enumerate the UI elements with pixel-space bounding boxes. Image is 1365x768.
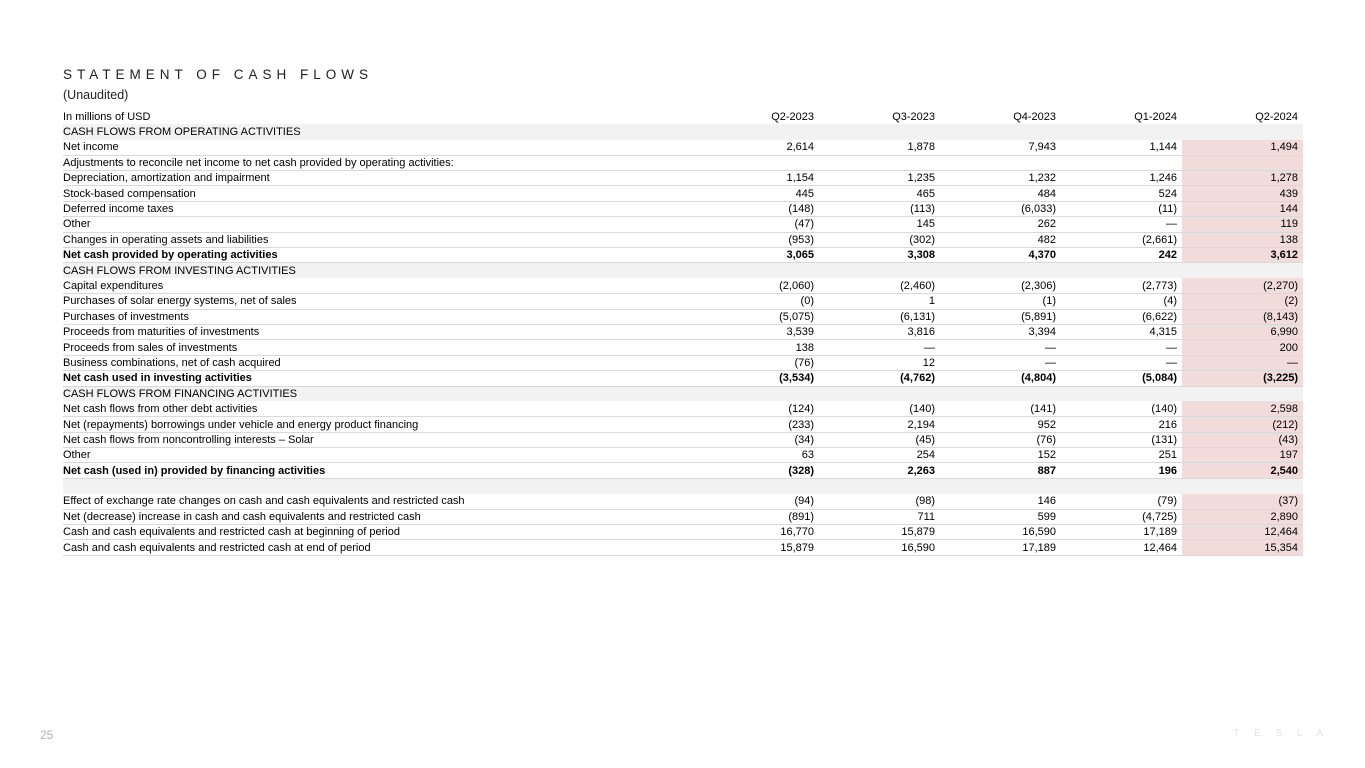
row-label: Cash and cash equivalents and restricted cash at end of period bbox=[63, 540, 698, 555]
cell-value: 1,235 bbox=[819, 171, 940, 186]
cell-value: (233) bbox=[698, 417, 819, 432]
cell-value: (113) bbox=[819, 201, 940, 216]
cell-value: 465 bbox=[819, 186, 940, 201]
table-row bbox=[63, 294, 1303, 309]
cell-value: 119 bbox=[1182, 217, 1303, 232]
cell-value: (79) bbox=[1061, 494, 1182, 509]
cell-value: 15,354 bbox=[1182, 540, 1303, 555]
row-label: Other bbox=[63, 448, 698, 463]
table-header-row bbox=[63, 109, 1303, 124]
cell-value: 2,263 bbox=[819, 463, 940, 478]
cell-value: 711 bbox=[819, 509, 940, 524]
cell-value: 254 bbox=[819, 448, 940, 463]
row-label: Capital expenditures bbox=[63, 278, 698, 293]
column-header: Q1-2024 bbox=[1134, 110, 1177, 123]
table-row bbox=[63, 417, 1303, 432]
cell-value: (140) bbox=[1061, 401, 1182, 416]
cell-value: — bbox=[1061, 355, 1182, 370]
cell-value: (891) bbox=[698, 509, 819, 524]
table-row bbox=[63, 186, 1303, 201]
cell-value: 262 bbox=[940, 217, 1061, 232]
cell-value: 1,278 bbox=[1182, 171, 1303, 186]
cell-value: (328) bbox=[698, 463, 819, 478]
cell-value: (6,033) bbox=[940, 201, 1061, 216]
table-row bbox=[63, 525, 1303, 540]
table-body bbox=[63, 124, 1303, 555]
cell-value bbox=[698, 155, 819, 170]
cell-value: (4) bbox=[1061, 294, 1182, 309]
cell-value: (98) bbox=[819, 494, 940, 509]
section-header: CASH FLOWS FROM OPERATING ACTIVITIES bbox=[63, 124, 1303, 139]
cell-value: (5,891) bbox=[940, 309, 1061, 324]
cell-value: 1,154 bbox=[698, 171, 819, 186]
table-row bbox=[63, 540, 1303, 555]
cell-value: 3,612 bbox=[1182, 248, 1303, 263]
cell-value: 16,770 bbox=[698, 525, 819, 540]
cell-value: 1,878 bbox=[819, 140, 940, 155]
cell-value: 7,943 bbox=[940, 140, 1061, 155]
tesla-logo: T E S L A bbox=[1233, 728, 1329, 739]
section-header: CASH FLOWS FROM INVESTING ACTIVITIES bbox=[63, 263, 1303, 278]
cell-value: (4,725) bbox=[1061, 509, 1182, 524]
page-number: 25 bbox=[40, 728, 54, 742]
column-header: Q4-2023 bbox=[1013, 110, 1056, 123]
cell-value: (8,143) bbox=[1182, 309, 1303, 324]
page-subtitle: (Unaudited) bbox=[63, 88, 129, 102]
cell-value: 216 bbox=[1061, 417, 1182, 432]
cell-value: 15,879 bbox=[819, 525, 940, 540]
cell-value: (43) bbox=[1182, 432, 1303, 447]
cell-value: 152 bbox=[940, 448, 1061, 463]
cell-value: 17,189 bbox=[1061, 525, 1182, 540]
cell-value: 1,144 bbox=[1061, 140, 1182, 155]
cell-value: 887 bbox=[940, 463, 1061, 478]
cell-value: — bbox=[819, 340, 940, 355]
cell-value: 3,065 bbox=[698, 248, 819, 263]
cell-value bbox=[1061, 155, 1182, 170]
table-row bbox=[63, 386, 1303, 401]
row-label: Effect of exchange rate changes on cash and cash equivalents and restricted cash bbox=[63, 494, 698, 509]
cell-value: 482 bbox=[940, 232, 1061, 247]
row-label: Net cash flows from other debt activities bbox=[63, 401, 698, 416]
cell-value: 6,990 bbox=[1182, 324, 1303, 339]
table-row bbox=[63, 124, 1303, 139]
cell-value: 145 bbox=[819, 217, 940, 232]
cell-value: 1,232 bbox=[940, 171, 1061, 186]
row-label: Changes in operating assets and liabilities bbox=[63, 232, 698, 247]
cell-value: (2,270) bbox=[1182, 278, 1303, 293]
table-row bbox=[63, 355, 1303, 370]
cell-value: 4,370 bbox=[940, 248, 1061, 263]
row-label: Net cash used in investing activities bbox=[63, 371, 698, 386]
cell-value: 242 bbox=[1061, 248, 1182, 263]
cell-value: 63 bbox=[698, 448, 819, 463]
cell-value: (302) bbox=[819, 232, 940, 247]
cell-value: (2,306) bbox=[940, 278, 1061, 293]
cell-value: (11) bbox=[1061, 201, 1182, 216]
row-label: Cash and cash equivalents and restricted cash at beginning of period bbox=[63, 525, 698, 540]
table-row bbox=[63, 171, 1303, 186]
cell-value: 3,816 bbox=[819, 324, 940, 339]
spacer-row bbox=[63, 478, 1303, 493]
row-label: Other bbox=[63, 217, 698, 232]
cell-value: 2,614 bbox=[698, 140, 819, 155]
cell-value: (148) bbox=[698, 201, 819, 216]
column-header: Q2-2024 bbox=[1255, 110, 1298, 123]
cell-value: (76) bbox=[940, 432, 1061, 447]
cell-value: 12,464 bbox=[1182, 525, 1303, 540]
cell-value: (2,773) bbox=[1061, 278, 1182, 293]
cell-value: 599 bbox=[940, 509, 1061, 524]
table-row bbox=[63, 232, 1303, 247]
cell-value: 2,540 bbox=[1182, 463, 1303, 478]
unit-label: In millions of USD bbox=[63, 110, 151, 123]
cell-value: (2,661) bbox=[1061, 232, 1182, 247]
cell-value: 2,890 bbox=[1182, 509, 1303, 524]
cell-value: (4,804) bbox=[940, 371, 1061, 386]
cell-value: 16,590 bbox=[940, 525, 1061, 540]
cell-value: 1 bbox=[819, 294, 940, 309]
table-row bbox=[63, 432, 1303, 447]
cell-value: (5,075) bbox=[698, 309, 819, 324]
cell-value: (953) bbox=[698, 232, 819, 247]
cell-value: 3,308 bbox=[819, 248, 940, 263]
cell-value: 12 bbox=[819, 355, 940, 370]
cell-value: 16,590 bbox=[819, 540, 940, 555]
row-label: Stock-based compensation bbox=[63, 186, 698, 201]
cell-value: 1,246 bbox=[1061, 171, 1182, 186]
table-row bbox=[63, 201, 1303, 216]
table-row bbox=[63, 140, 1303, 155]
cell-value: (6,622) bbox=[1061, 309, 1182, 324]
cell-value: (4,762) bbox=[819, 371, 940, 386]
cell-value: (212) bbox=[1182, 417, 1303, 432]
cell-value bbox=[940, 155, 1061, 170]
cell-value: (6,131) bbox=[819, 309, 940, 324]
row-label: Business combinations, net of cash acquired bbox=[63, 355, 698, 370]
row-label: Net cash (used in) provided by financing activities bbox=[63, 463, 698, 478]
cell-value: 484 bbox=[940, 186, 1061, 201]
cell-value: 4,315 bbox=[1061, 324, 1182, 339]
cell-value: 251 bbox=[1061, 448, 1182, 463]
cell-value: 200 bbox=[1182, 340, 1303, 355]
cell-value bbox=[1182, 155, 1303, 170]
cell-value: 197 bbox=[1182, 448, 1303, 463]
row-label: Purchases of investments bbox=[63, 309, 698, 324]
cell-value: 524 bbox=[1061, 186, 1182, 201]
cell-value: (124) bbox=[698, 401, 819, 416]
cell-value: (0) bbox=[698, 294, 819, 309]
row-label: Net (decrease) increase in cash and cash equivalents and restricted cash bbox=[63, 509, 698, 524]
cell-value: (141) bbox=[940, 401, 1061, 416]
column-header: Q3-2023 bbox=[892, 110, 935, 123]
cell-value: (45) bbox=[819, 432, 940, 447]
row-label: Adjustments to reconcile net income to net cash provided by operating activities: bbox=[63, 155, 698, 170]
row-label: Depreciation, amortization and impairment bbox=[63, 171, 698, 186]
cell-value: 138 bbox=[1182, 232, 1303, 247]
cell-value: 15,879 bbox=[698, 540, 819, 555]
cell-value: (140) bbox=[819, 401, 940, 416]
table-row bbox=[63, 263, 1303, 278]
row-label: Net income bbox=[63, 140, 698, 155]
row-label: Net cash flows from noncontrolling interests – Solar bbox=[63, 432, 698, 447]
cell-value: — bbox=[940, 355, 1061, 370]
cell-value: 445 bbox=[698, 186, 819, 201]
table-row bbox=[63, 155, 1303, 170]
section-header: CASH FLOWS FROM FINANCING ACTIVITIES bbox=[63, 386, 1303, 401]
table-row bbox=[63, 448, 1303, 463]
table-row bbox=[63, 278, 1303, 293]
table-row bbox=[63, 371, 1303, 386]
row-label: Deferred income taxes bbox=[63, 201, 698, 216]
cell-value: — bbox=[1061, 217, 1182, 232]
row-label: Proceeds from maturities of investments bbox=[63, 324, 698, 339]
table-row bbox=[63, 217, 1303, 232]
cell-value: (76) bbox=[698, 355, 819, 370]
row-label: Proceeds from sales of investments bbox=[63, 340, 698, 355]
table-row bbox=[63, 478, 1303, 493]
cell-value: (47) bbox=[698, 217, 819, 232]
table-row bbox=[63, 401, 1303, 416]
table-row bbox=[63, 494, 1303, 509]
cell-value: — bbox=[1061, 340, 1182, 355]
cell-value: 2,194 bbox=[819, 417, 940, 432]
cell-value: (34) bbox=[698, 432, 819, 447]
cell-value: 1,494 bbox=[1182, 140, 1303, 155]
table-row bbox=[63, 324, 1303, 339]
cell-value bbox=[819, 155, 940, 170]
cell-value: 196 bbox=[1061, 463, 1182, 478]
cell-value: (94) bbox=[698, 494, 819, 509]
cell-value: 2,598 bbox=[1182, 401, 1303, 416]
table-row bbox=[63, 463, 1303, 478]
table-row bbox=[63, 248, 1303, 263]
row-label: Purchases of solar energy systems, net of sales bbox=[63, 294, 698, 309]
column-header: Q2-2023 bbox=[771, 110, 814, 123]
cell-value: (3,534) bbox=[698, 371, 819, 386]
cell-value: (3,225) bbox=[1182, 371, 1303, 386]
row-label: Net (repayments) borrowings under vehicle and energy product financing bbox=[63, 417, 698, 432]
cell-value: (2,060) bbox=[698, 278, 819, 293]
cell-value: (5,084) bbox=[1061, 371, 1182, 386]
cell-value: 3,394 bbox=[940, 324, 1061, 339]
cell-value: 3,539 bbox=[698, 324, 819, 339]
cell-value: — bbox=[1182, 355, 1303, 370]
cell-value: 439 bbox=[1182, 186, 1303, 201]
cell-value: (2,460) bbox=[819, 278, 940, 293]
cell-value: 138 bbox=[698, 340, 819, 355]
cell-value: 952 bbox=[940, 417, 1061, 432]
cell-value: (1) bbox=[940, 294, 1061, 309]
cell-value: 146 bbox=[940, 494, 1061, 509]
table-row bbox=[63, 340, 1303, 355]
cell-value: (37) bbox=[1182, 494, 1303, 509]
cell-value: 17,189 bbox=[940, 540, 1061, 555]
page-title: STATEMENT OF CASH FLOWS bbox=[63, 67, 374, 82]
cell-value: 12,464 bbox=[1061, 540, 1182, 555]
cell-value: (2) bbox=[1182, 294, 1303, 309]
cash-flow-table bbox=[63, 109, 1303, 556]
table-row bbox=[63, 509, 1303, 524]
cell-value: — bbox=[940, 340, 1061, 355]
cell-value: (131) bbox=[1061, 432, 1182, 447]
cell-value: 144 bbox=[1182, 201, 1303, 216]
row-label: Net cash provided by operating activities bbox=[63, 248, 698, 263]
table-row bbox=[63, 309, 1303, 324]
